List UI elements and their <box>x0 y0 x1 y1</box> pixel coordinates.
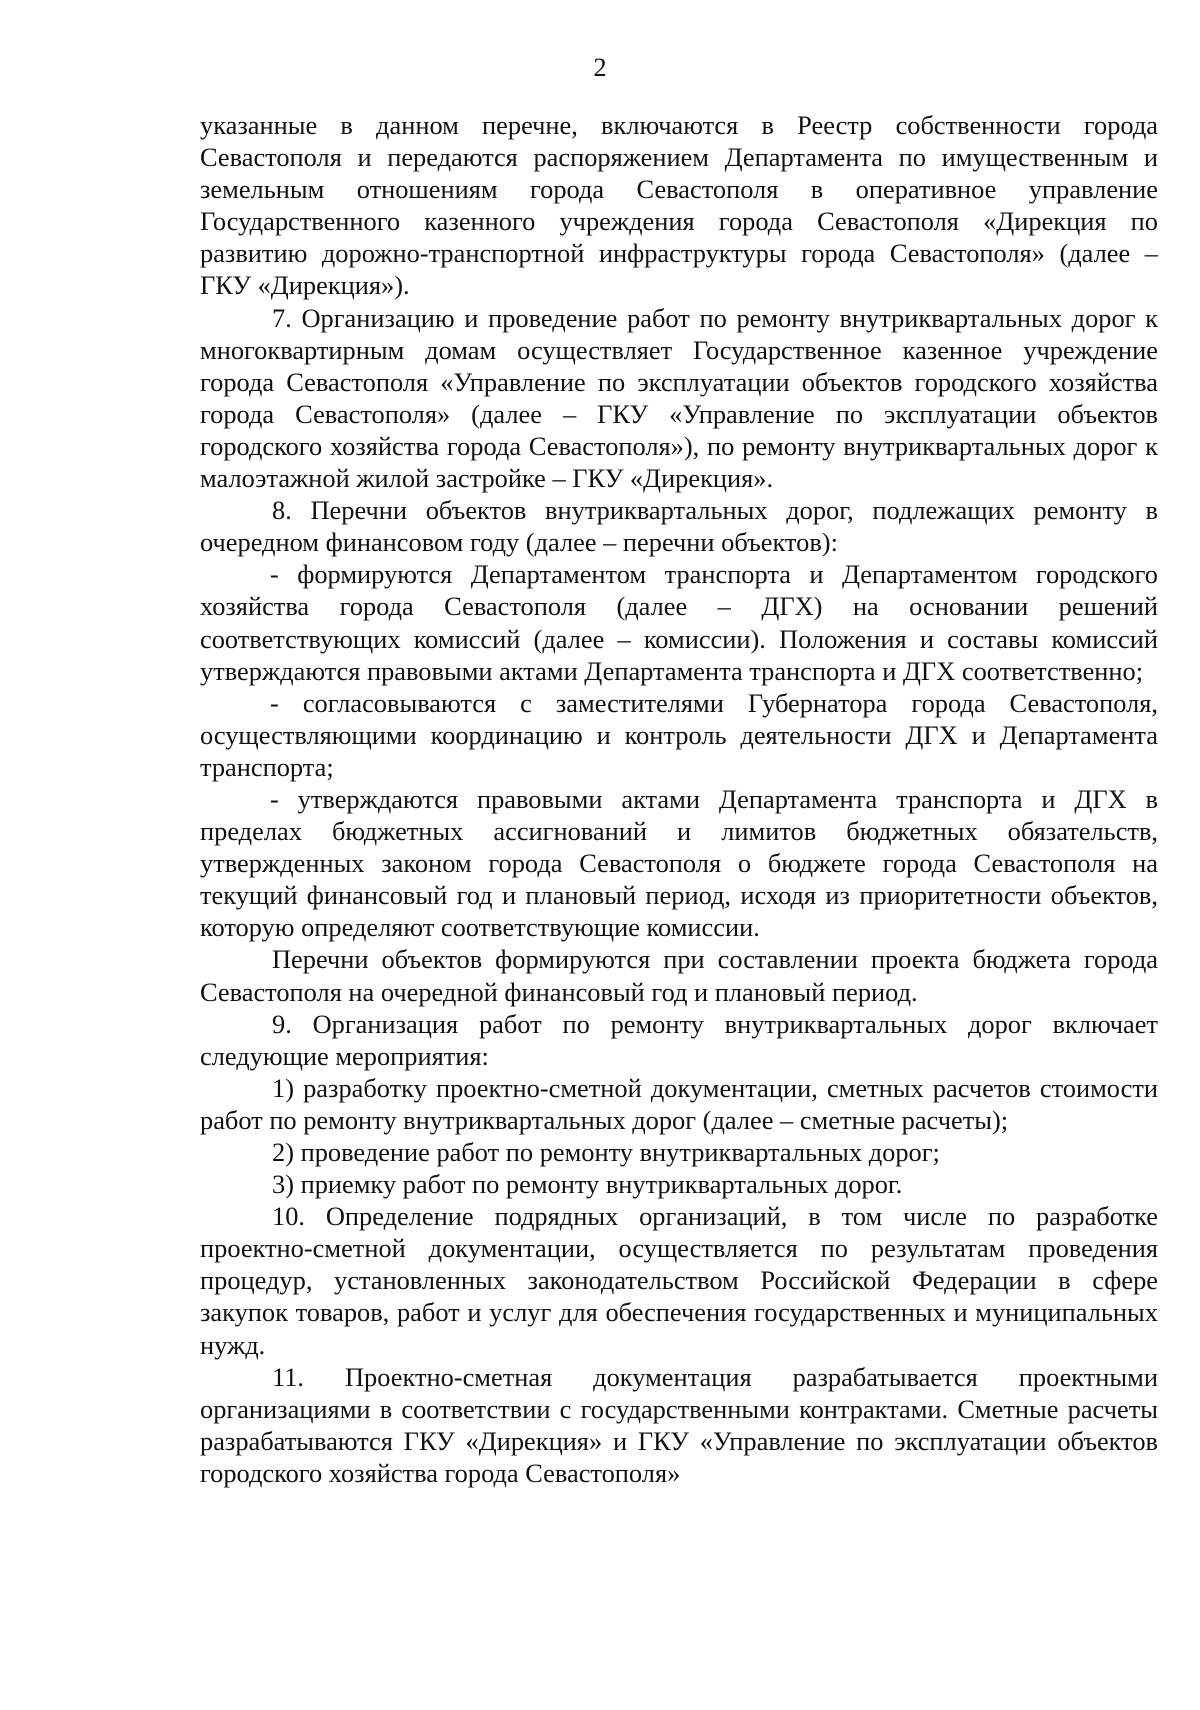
paragraph-item-7: 7. Организацию и проведение работ по ремонту внутриквартальных дорог к многоквартирным домам осуществляет Государственное казенное учреждение города Севастополя «Управление по эксплуатации объектов городского хозяйства города Севастополя» (далее – ГКУ «Управление по эксплуатации объектов городского хозяйства города Севастополя»), по ремонту внутриквартальных дорог к малоэтажной жилой застройке – ГКУ «Дирекция». <box>200 302 1158 494</box>
paragraph-item-8-dash-1: - формируются Департаментом транспорта и Департаментом городского хозяйства города Севастополя (далее – ДГХ) на основании решений соответствующих комиссий (далее – комиссии). Положения и составы комиссий утверждаются правовыми актами Департамента транспорта и ДГХ соответственно; <box>200 559 1158 686</box>
paragraph-item-9: 9. Организация работ по ремонту внутриквартальных дорог включает следующие мероприятия: <box>200 1008 1158 1071</box>
document-body <box>200 109 1158 1489</box>
paragraph-item-8-dash-2: - согласовываются с заместителями Губернатора города Севастополя, осуществляющими координацию и контроль деятельности ДГХ и Департамента транспорта; <box>200 687 1158 782</box>
paragraph-item-9-sub-1: 1) разработку проектно-сметной документации, сметных расчетов стоимости работ по ремонту внутриквартальных дорог (далее – сметные расчеты); <box>200 1072 1158 1135</box>
paragraph-item-9-sub-2: 2) проведение работ по ремонту внутриквартальных дорог; <box>272 1137 940 1167</box>
paragraph-item-8-note: Перечни объектов формируются при составлении проекта бюджета города Севастополя на очередной финансовый год и плановый период. <box>200 944 1158 1007</box>
paragraph-continuation: указанные в данном перечне, включаются в Реестр собственности города Севастополя и передаются распоряжением Департамента по имущественным и земельным отношениям города Севастополя в оперативное управление Государственного казенного учреждения города Севастополя «Дирекция по развитию дорожно-транспортной инфраструктуры города Севастополя» (далее – ГКУ «Дирекция»). <box>200 110 1158 301</box>
paragraph-item-8-dash-3: - утверждаются правовыми актами Департамента транспорта и ДГХ в пределах бюджетных ассигнований и лимитов бюджетных обязательств, утвержденных законом города Севастополя о бюджете города Севастополя на текущий финансовый год и плановый период, исходя из приоритетности объектов, которую определяют соответствующие комиссии. <box>200 783 1158 943</box>
paragraph-item-11: 11. Проектно-сметная документация разрабатывается проектными организациями в соответствии с государственными контрактами. Сметные расчеты разрабатываются ГКУ «Дирекция» и ГКУ «Управление по эксплуатации объектов городского хозяйства города Севастополя» <box>200 1361 1158 1488</box>
paragraph-item-10: 10. Определение подрядных организаций, в том числе по разработке проектно-сметной документации, осуществляется по результатам проведения процедур, установленных законодательством Российской Федерации в сфере закупок товаров, работ и услуг для обеспечения государственных и муниципальных нужд. <box>200 1201 1158 1360</box>
paragraph-item-9-sub-3: 3) приемку работ по ремонту внутриквартальных дорог. <box>272 1169 903 1200</box>
paragraph-item-8: 8. Перечни объектов внутриквартальных дорог, подлежащих ремонту в очередном финансовом году (далее – перечни объектов): <box>200 495 1158 558</box>
page-number: 2 <box>593 53 607 82</box>
